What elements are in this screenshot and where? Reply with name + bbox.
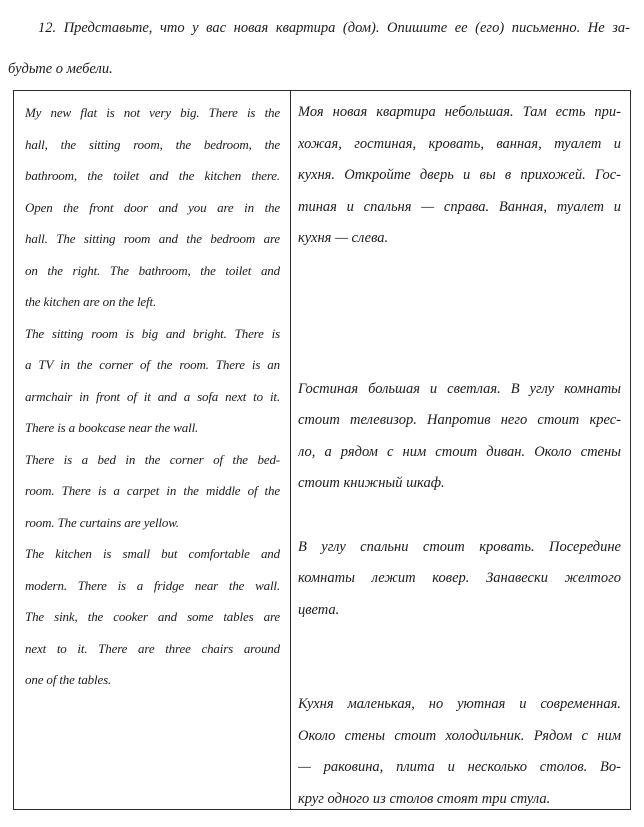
paragraph bbox=[25, 318, 280, 444]
translation-table bbox=[13, 90, 631, 810]
text-line: стоит телевизор. Напротив него стоит крес- bbox=[298, 412, 621, 428]
text-line: ло, а рядом с ним стоит диван. Около стены bbox=[298, 443, 621, 460]
text-line: В углу спальни стоит кровать. Посередине bbox=[298, 538, 621, 555]
text-line: room. There is a carpet in the middle of the bbox=[25, 483, 280, 498]
text-line: кухня. Откройте дверь и вы в прихожей. Гос- bbox=[298, 167, 621, 183]
text-line: modern. There is a fridge near the wall. bbox=[25, 577, 280, 593]
text-line: Моя новая квартира небольшая. Там есть при- bbox=[298, 104, 621, 120]
english-column bbox=[14, 91, 291, 809]
text-line: кухня — слева. bbox=[298, 230, 389, 246]
paragraph bbox=[298, 532, 621, 627]
text-line: будьте о мебели. bbox=[8, 61, 113, 77]
text-line: The sitting room is big and bright. There is bbox=[25, 325, 280, 341]
text-line: круг одного из столов стоят три стула. bbox=[298, 790, 551, 807]
text-line: armchair in front of it and a sofa next to it. bbox=[25, 388, 280, 404]
text-line: The kitchen is small but comfortable and bbox=[25, 546, 280, 561]
text-line: There is a bookcase near the wall. bbox=[25, 420, 199, 435]
text-line: room. The curtains are yellow. bbox=[25, 514, 179, 530]
text-line: стоит книжный шкаф. bbox=[298, 475, 445, 491]
text-line: комнаты лежит ковер. Занавески желтого bbox=[298, 570, 621, 586]
text-line: хожая, гостиная, кровать, ванная, туалет и bbox=[298, 135, 621, 152]
task-statement bbox=[8, 8, 630, 90]
paragraph bbox=[25, 444, 280, 539]
text-line: My new flat is not very big. There is the bbox=[25, 105, 280, 120]
text-line: Open the front door and you are in the bbox=[25, 199, 280, 215]
paragraph bbox=[298, 689, 621, 809]
text-line: Кухня маленькая, но уютная и современная. bbox=[298, 696, 621, 712]
text-line: тиная и спальня — справа. Ванная, туалет и bbox=[298, 198, 621, 215]
text-line: hall, the sitting room, the bedroom, the bbox=[25, 136, 280, 152]
text-line: the kitchen are on the left. bbox=[25, 294, 157, 309]
text-line: a TV in the corner of the room. There is an bbox=[25, 357, 280, 372]
text-line: hall. The sitting room and the bedroom are bbox=[25, 231, 280, 246]
text-line: one of the tables. bbox=[25, 672, 112, 687]
russian-column bbox=[291, 91, 630, 809]
paragraph bbox=[25, 538, 280, 696]
text-line: Гостиная большая и светлая. В углу комнаты bbox=[298, 380, 621, 397]
text-line: bathroom, the toilet and the kitchen there. bbox=[25, 168, 280, 183]
text-line: Около стены стоит холодильник. Рядом с ним bbox=[298, 727, 621, 744]
text-line: There is a bed in the corner of the bed- bbox=[25, 451, 280, 467]
text-line: next to it. There are three chairs around bbox=[25, 640, 280, 656]
paragraph bbox=[25, 97, 280, 318]
paragraph bbox=[298, 374, 621, 500]
text-line: on the right. The bathroom, the toilet and bbox=[25, 262, 280, 278]
paragraph bbox=[298, 97, 621, 255]
text-line: — раковина, плита и несколько столов. Во- bbox=[298, 759, 621, 775]
text-line: The sink, the cooker and some tables are bbox=[25, 609, 280, 624]
text-line: цвета. bbox=[298, 601, 340, 618]
text-line: 12. Представьте, что у вас новая квартира (дом). Опишите ее (его) письменно. Не за- bbox=[38, 20, 630, 36]
